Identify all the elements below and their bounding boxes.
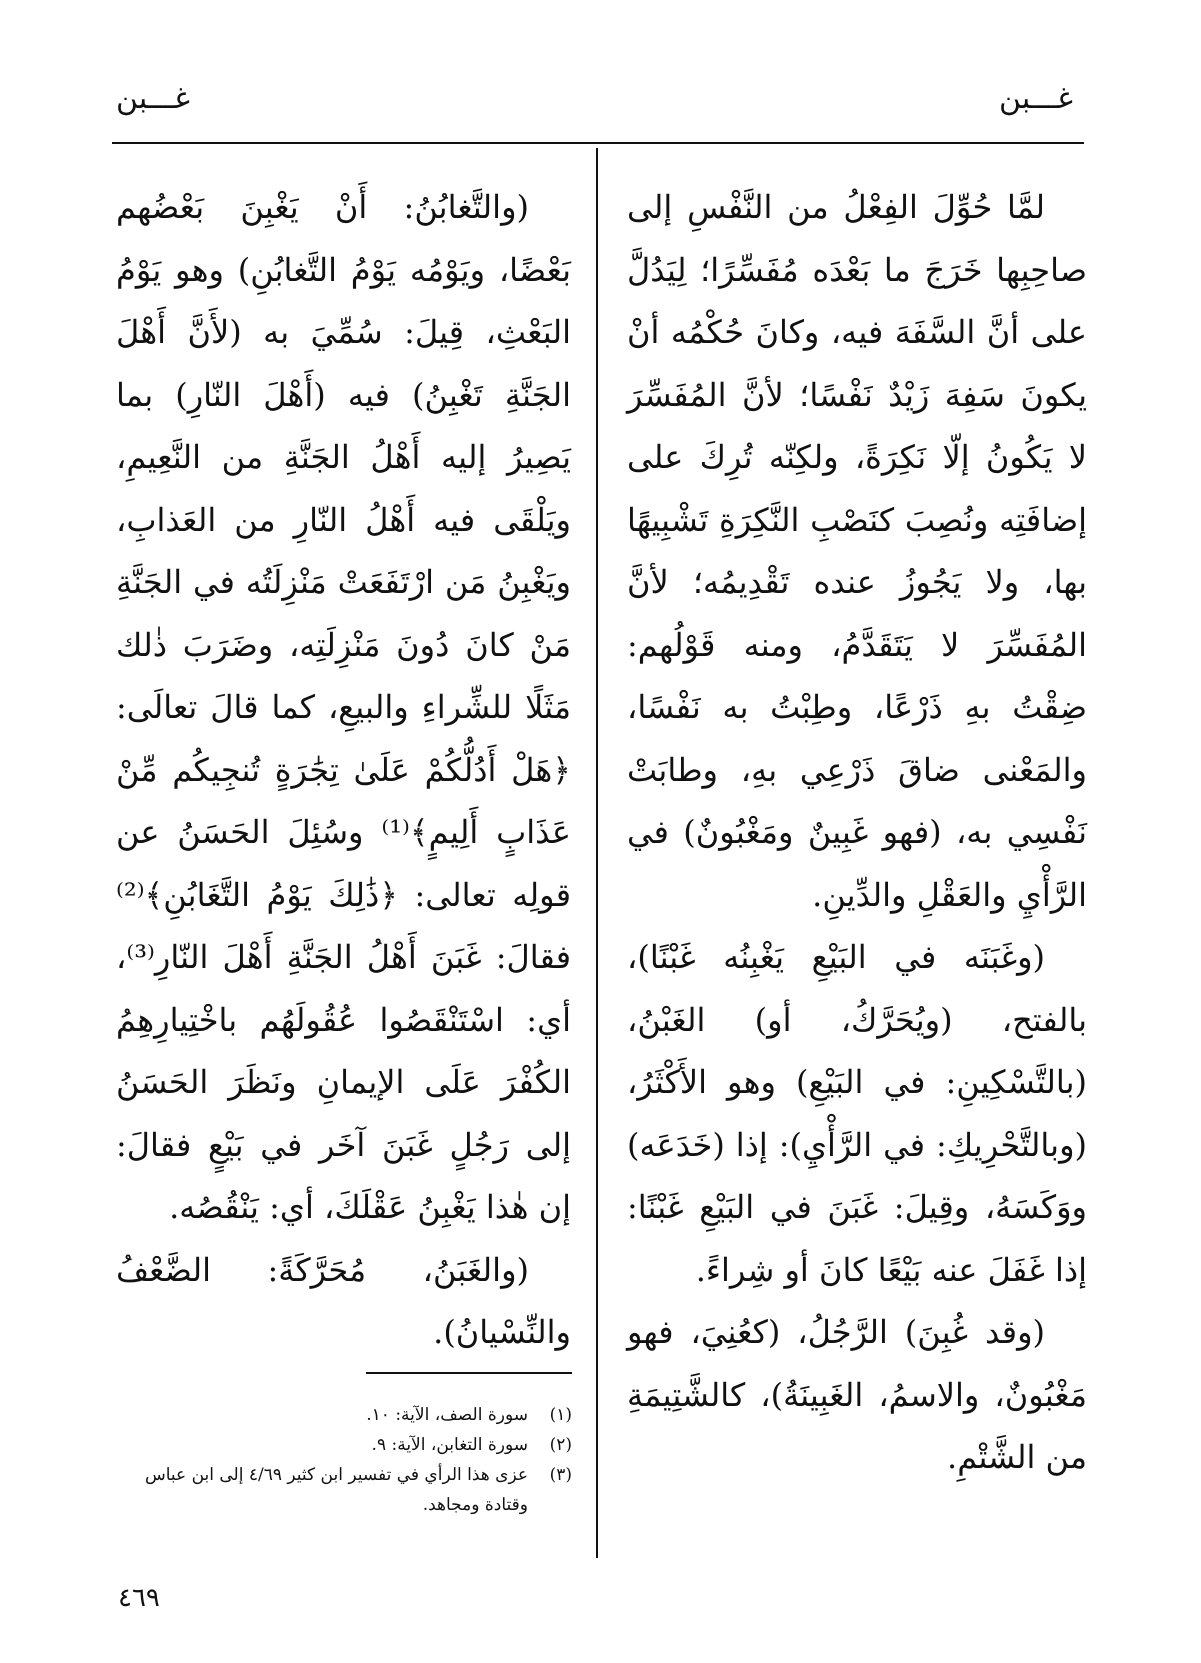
- right-column: [627, 176, 1087, 1489]
- left-column: [116, 176, 571, 1364]
- footnote-text: سورة التغابن، الآية: ٩.: [371, 1435, 528, 1455]
- footnote-1: [116, 1400, 572, 1430]
- footnote-number: (٣): [549, 1465, 572, 1485]
- footnote-text: سورة الصف، الآية: ١٠.: [366, 1405, 528, 1425]
- running-head-right: غـــبن: [999, 81, 1073, 116]
- left-paragraph-2: (والغَبَنُ، مُحَرَّكَةً: الضَّعْفُ والنِّسْيانُ).: [116, 1250, 571, 1351]
- footnote-number: (١): [549, 1405, 572, 1425]
- left-paragraph-1: (والتَّغابُنُ: أَنْ يَغْبِنَ بَعْضُهم بَعْضًا، ويَوْمُه يَوْمُ التَّغابُنِ) وهو يَوْمُ البَعْثِ، قِيلَ: سُمِّيَ به (لأَنَّ أَهْلَ الجَنَّةِ تَغْبِنُ) فيه (أَهْلَ النّارِ) بما يَصِيرُ إليه أَهْلُ الجَنَّةِ من النَّعِيمِ، ويَلْقَى فيه أَهْلُ النّارِ من العَذابِ، ويَغْبِنُ مَن ارْتَفَعَتْ مَنْزِلَتُه في الجَنَّةِ مَنْ كانَ دُونَ مَنْزِلَتِه، وضَرَبَ ذٰلك مَثَلًا للشِّراءِ والبيعِ، كما قالَ تعالَى: ﴿هَلْ أَدُلُّكُمْ عَلَىٰ تِجَٰرَةٍ تُنجِيكُم مِّنْ عَذَابٍ أَلِيمٍ﴾⁽¹⁾ وسُئِلَ الحَسَنُ عن قولِه تعالى: ﴿ذَٰلِكَ يَوْمُ التَّغَابُنِ﴾⁽²⁾ فقالَ: غَبَنَ أَهْلُ الجَنَّةِ أَهْلَ النّارِ⁽³⁾، أي: اسْتَنْقَصُوا عُقُولَهُم باخْتِيارِهِمُ الكُفْرَ عَلَى الإيمانِ ونَظَرَ الحَسَنُ إلى رَجُلٍ غَبَنَ آخَر في بَيْعٍ فقالَ: إن هٰذا يَغْبِنُ عَقْلَكَ، أي: يَنْقُصُه.: [116, 188, 572, 1226]
- page-number: ٤٦٩: [118, 1583, 160, 1613]
- footnote-2: [116, 1430, 572, 1460]
- footnote-number: (٢): [549, 1435, 572, 1455]
- right-paragraph-3: (وقد غُبِنَ) الرَّجُلُ، (كعُنِيَ، فهو مَغْبُونٌ، والاسمُ، الغَبِينَةُ)، كالشَّتِيمَةِ من الشَّتْمِ.: [627, 1313, 1087, 1476]
- footnote-3: [116, 1460, 572, 1520]
- footnote-rule: [366, 1372, 572, 1374]
- column-divider: [596, 148, 598, 1558]
- running-head-left: غـــبن: [116, 81, 190, 116]
- right-paragraph-2: (وغَبَنَه في البَيْعِ يَغْبِنُه غَبْنًا)، بالفتح، (ويُحَرَّكُ، أو) الغَبْنُ، (بالتَّسْكِينِ: في البَيْعِ) وهو الأَكْثَرُ، (وبالتَّحْرِيكِ: في الرَّأْيِ): إذا (خَدَعَه) ووَكَسَهُ، وقِيلَ: غَبَنَ في البَيْعِ غَبْنًا: إذا غَفَلَ عنه بَيْعًا كانَ أو شِراءً.: [627, 938, 1087, 1289]
- right-paragraph-1: لمَّا حُوِّلَ الفِعْلُ من النَّفْسِ إلى صاحِبِها خَرَجَ ما بَعْدَه مُفَسِّرًا؛ لِيَدُلَّ على أنَّ السَّفَهَ فيه، وكانَ حُكْمُه أنْ يكونَ سَفِهَ زَيْدٌ نَفْسًا؛ لأنَّ المُفَسِّرَ لا يَكُونُ إلّا نَكِرَةً، ولكِنّه تُرِكَ على إضافَتِه ونُصِبَ كنَصْبِ النَّكِرَةِ تَشْبِيهًا بها، ولا يَجُوزُ عنده تَقْدِيمُه؛ لأنَّ المُفَسِّرَ لا يَتَقَدَّمُ، ومنه قَوْلُهم: ضِقْتُ بهِ ذَرْعًا، وطِبْتُ به نَفْسًا، والمَعْنى ضاقَ ذَرْعِي بهِ، وطابَتْ نَفْسِي به، (فهو غَبِينٌ ومَغْبُونٌ) في الرَّأْيِ والعَقْلِ والدِّينِ.: [627, 188, 1087, 914]
- header-rule: [112, 142, 1084, 144]
- footnotes: [116, 1400, 572, 1520]
- footnote-text: عزى هذا الرأي في تفسير ابن كثير ٤/٦٩ إلى ابن عباس وقتادة ومجاهد.: [144, 1465, 528, 1515]
